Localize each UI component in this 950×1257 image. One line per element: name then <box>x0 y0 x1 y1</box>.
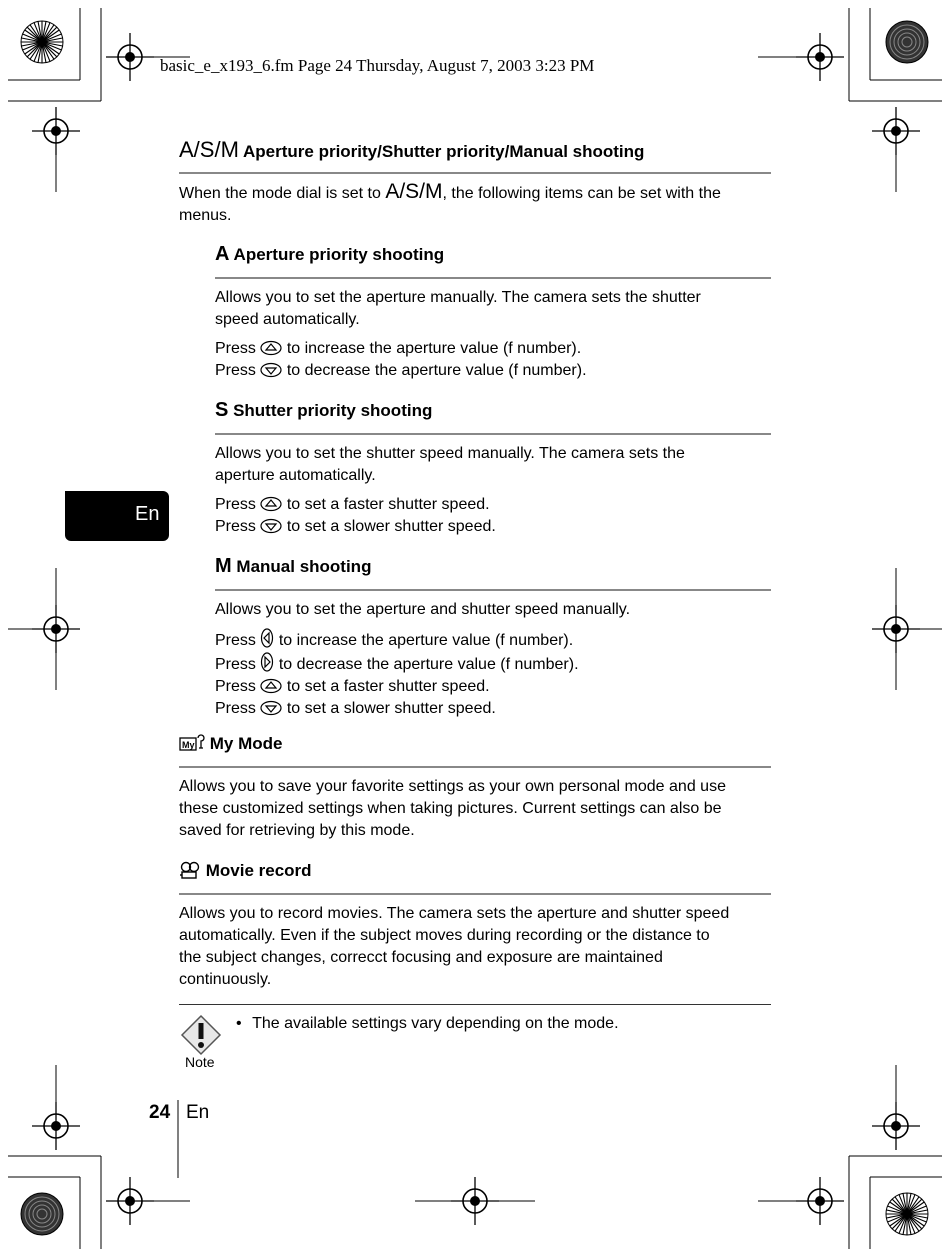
a-title: Aperture priority shooting <box>233 245 445 264</box>
s-desc-line1: Allows you to set the shutter speed manually. The camera sets the <box>215 445 685 462</box>
asm-intro-before: When the mode dial is set to <box>179 185 386 202</box>
note-text: The available settings vary depending on the mode. <box>252 1015 619 1032</box>
s-desc-line2: aperture automatically. <box>215 467 376 484</box>
m-title: Manual shooting <box>236 557 372 576</box>
a-press: Press <box>215 362 256 379</box>
section-s-heading <box>215 399 432 422</box>
arrow-left-button-icon <box>260 628 274 648</box>
language-tab: En <box>65 491 169 541</box>
divider <box>179 766 771 768</box>
print-slug: basic_e_x193_6.fm Page 24 Thursday, August 7, 2003 3:23 PM <box>160 56 595 75</box>
m-right-text: to decrease the aperture value (f number). <box>278 656 579 673</box>
arrow-down-button-icon <box>260 700 282 716</box>
note-bullet: • <box>236 1015 242 1032</box>
movie-icon <box>179 861 201 879</box>
note-icon <box>180 1014 222 1058</box>
note-label: Note <box>185 1054 215 1070</box>
section-s-body <box>215 443 685 538</box>
m-press: Press <box>215 700 256 717</box>
m-press: Press <box>215 656 256 673</box>
s-title: Shutter priority shooting <box>233 401 433 420</box>
asm-intro-line2: menus. <box>179 207 232 224</box>
section-movie-heading <box>179 861 312 881</box>
arrow-up-button-icon <box>260 678 282 694</box>
divider <box>215 433 771 435</box>
section-m-body <box>215 599 630 720</box>
divider <box>215 589 771 591</box>
m-press: Press <box>215 678 256 695</box>
arrow-down-button-icon <box>260 518 282 534</box>
arrow-right-button-icon <box>260 652 274 672</box>
m-down-text: to set a slower shutter speed. <box>286 700 496 717</box>
m-desc-line1: Allows you to set the aperture and shutter speed manually. <box>215 601 631 618</box>
movie-line3: the subject changes, correcct focusing and exposure are maintained <box>179 949 663 966</box>
section-movie-body <box>179 903 771 991</box>
note-divider <box>179 1004 771 1005</box>
arrow-up-button-icon <box>260 496 282 512</box>
m-up-text: to set a faster shutter speed. <box>286 678 490 695</box>
m-press: Press <box>215 632 256 649</box>
asm-intro <box>179 181 721 227</box>
a-press: Press <box>215 340 256 357</box>
footer-lang: En <box>186 1102 210 1123</box>
mymode-line1: Allows you to save your favorite settings as your own personal mode and use <box>179 778 726 795</box>
s-up-text: to set a faster shutter speed. <box>286 496 490 513</box>
asm-intro-mode: A/S/M <box>385 180 443 203</box>
mymode-title: My Mode <box>209 734 283 753</box>
mymode-line3: saved for retrieving by this mode. <box>179 822 415 839</box>
divider <box>179 172 771 174</box>
m-left-text: to increase the aperture value (f number). <box>278 632 574 649</box>
section-mymode-body <box>179 776 771 842</box>
s-press: Press <box>215 518 256 535</box>
my-mode-icon <box>179 734 205 752</box>
asm-mode-letters: A/S/M <box>179 137 239 162</box>
s-letter: S <box>215 399 229 421</box>
asm-intro-after: , the following items can be set with the <box>442 185 721 202</box>
svg-text:My: My <box>182 740 195 750</box>
a-desc-line1: Allows you to set the aperture manually. The camera sets the shutter <box>215 289 701 306</box>
a-desc-line2: speed automatically. <box>215 311 360 328</box>
section-m-heading <box>215 555 371 578</box>
mymode-line2: these customized settings when taking pictures. Current settings can also be <box>179 800 722 817</box>
section-a-heading <box>215 243 444 266</box>
s-down-text: to set a slower shutter speed. <box>286 518 496 535</box>
divider <box>215 277 771 279</box>
section-asm-heading <box>179 137 644 163</box>
s-press: Press <box>215 496 256 513</box>
page-number: 24 <box>149 1102 171 1123</box>
asm-title: Aperture priority/Shutter priority/Manual shooting <box>243 142 645 161</box>
arrow-down-button-icon <box>260 362 282 378</box>
section-mymode-heading <box>179 734 282 754</box>
movie-line4: continuously. <box>179 971 272 988</box>
movie-title: Movie record <box>205 861 312 880</box>
section-a-body <box>215 287 701 382</box>
note-item <box>236 1013 619 1035</box>
a-up-text: to increase the aperture value (f number). <box>286 340 582 357</box>
divider <box>179 893 771 895</box>
a-down-text: to decrease the aperture value (f number). <box>286 362 587 379</box>
arrow-up-button-icon <box>260 340 282 356</box>
movie-line2: automatically. Even if the subject moves during recording or the distance to <box>179 927 710 944</box>
m-letter: M <box>215 555 232 577</box>
a-letter: A <box>215 243 230 265</box>
movie-line1: Allows you to record movies. The camera sets the aperture and shutter speed <box>179 905 730 922</box>
